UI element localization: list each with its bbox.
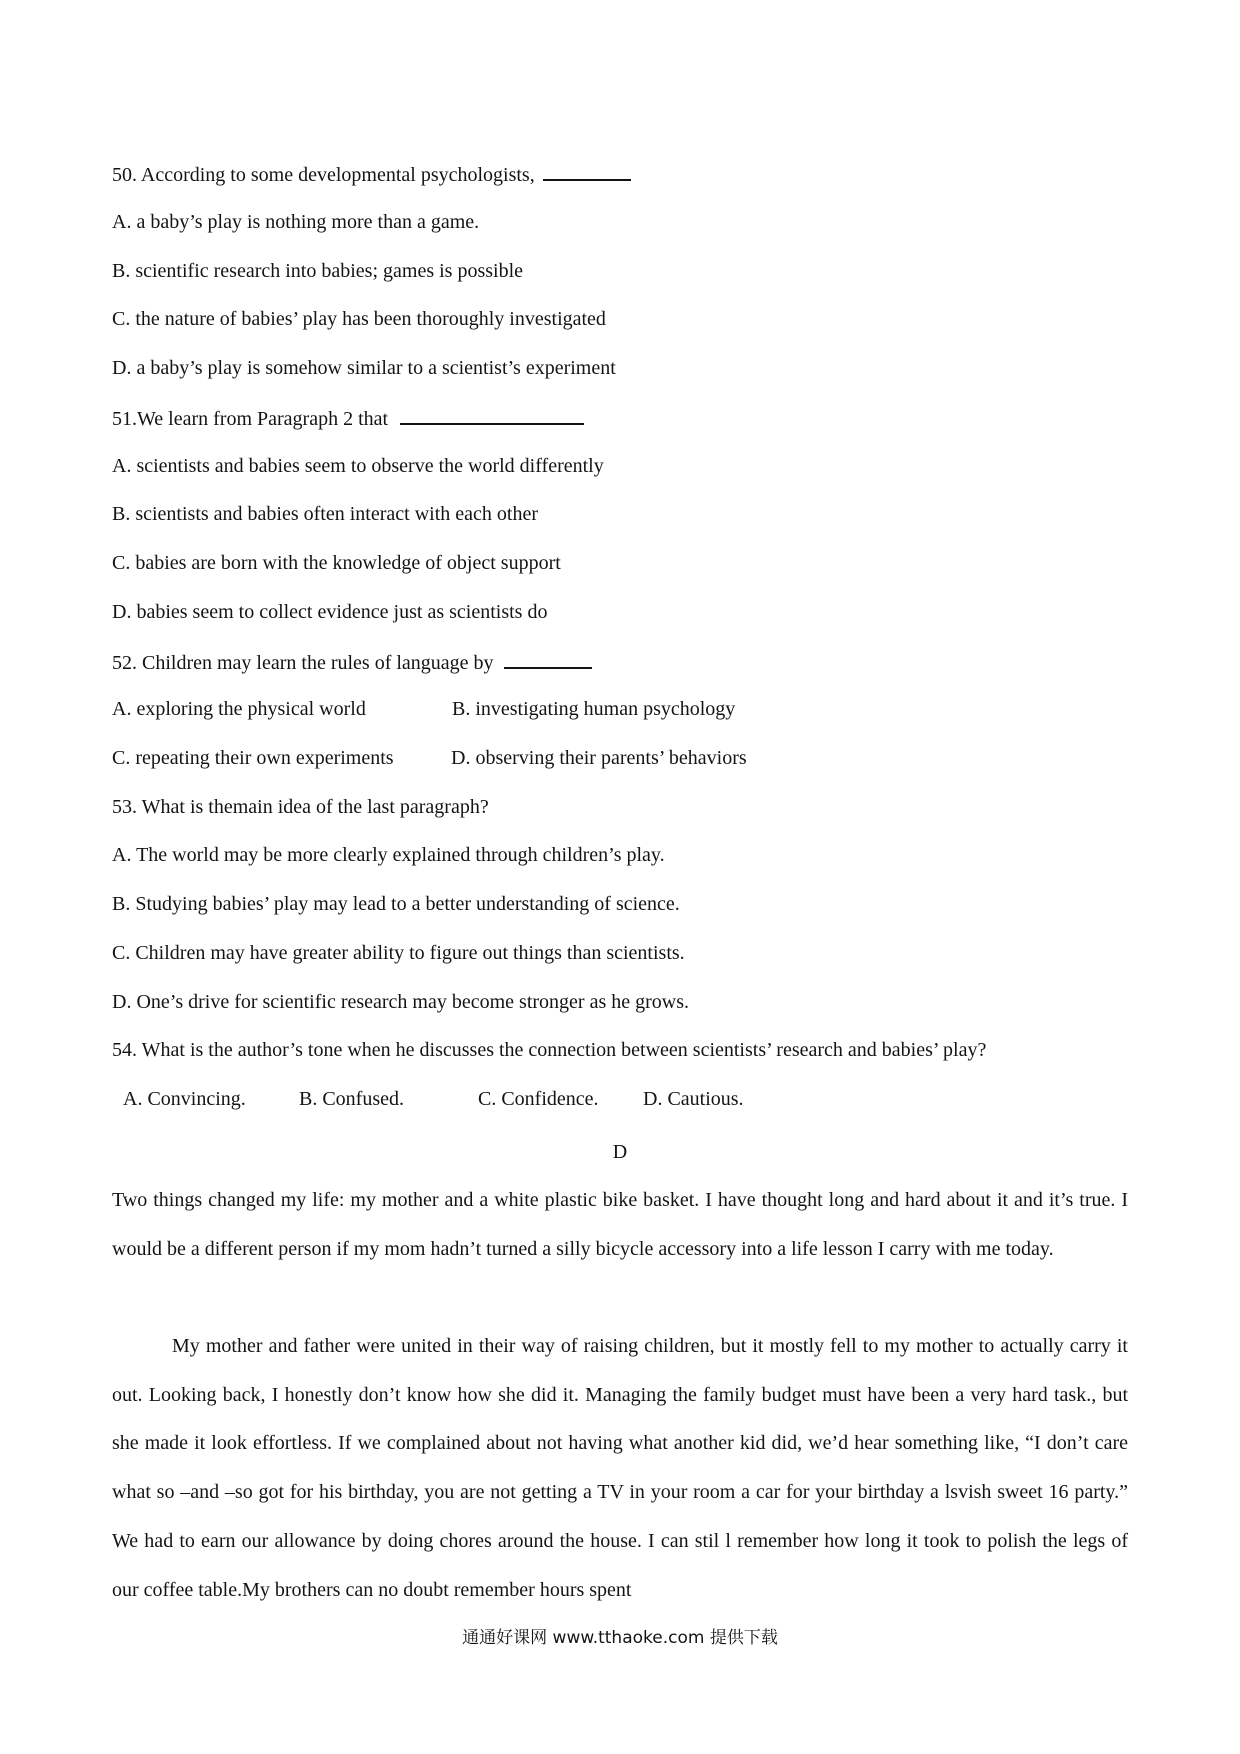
question-53-stem: 53. What is themain idea of the last paragraph? xyxy=(112,796,489,818)
passage-paragraph-1: Two things changed my life: my mother and a white plastic bike basket. I have thought long and hard about it and it’s true. I would be a different person if my mom hadn’t turned a silly bicycle accessory into a life lesson I carry with me today. xyxy=(112,1189,1128,1260)
question-54-option-b: B. Confused. xyxy=(299,1088,404,1110)
question-52-option-a: A. exploring the physical world xyxy=(112,698,366,720)
question-53-option-c: C. Children may have greater ability to figure out things than scientists. xyxy=(112,942,685,964)
passage-paragraph-2: My mother and father were united in their way of raising children, but it mostly fell to my mother to actually carry it out. Looking back, I honestly don’t know how she did it. Managing the family budget must have been a very hard task., but she made it look effortless. If we complained about not having what another kid did, we’d hear something like, “I don’t care what so –and –so got for his birthday, you are not getting a TV in your room a car for your birthday a lsvish sweet 16 party.” We had to earn our allowance by doing chores around the house. I can stil l remember how long it took to polish the legs of our coffee table.My brothers can no doubt remember hours spent xyxy=(112,1335,1128,1601)
question-53-option-a: A. The world may be more clearly explained through children’s play. xyxy=(112,844,665,866)
question-52-stem: 52. Children may learn the rules of language by xyxy=(112,649,592,673)
question-53-option-d: D. One’s drive for scientific research may become stronger as he grows. xyxy=(112,991,690,1013)
question-51-option-c: C. babies are born with the knowledge of object support xyxy=(112,552,561,574)
question-50-option-a: A. a baby’s play is nothing more than a game. xyxy=(112,211,480,233)
question-50-option-d: D. a baby’s play is somehow similar to a scientist’s experiment xyxy=(112,357,616,379)
question-54-option-d: D. Cautious. xyxy=(643,1088,744,1110)
question-52-option-b: B. investigating human psychology xyxy=(452,698,736,720)
question-51-stem: 51.We learn from Paragraph 2 that xyxy=(112,405,584,429)
answer-blank xyxy=(504,649,592,669)
question-54-stem: 54. What is the author’s tone when he discusses the connection between scientists’ research and babies’ play? xyxy=(112,1039,987,1061)
question-52-option-c: C. repeating their own experiments xyxy=(112,747,394,769)
question-51-option-d: D. babies seem to collect evidence just as scientists do xyxy=(112,601,548,623)
question-52-option-d: D. observing their parents’ behaviors xyxy=(451,747,747,769)
question-53-option-b: B. Studying babies’ play may lead to a better understanding of science. xyxy=(112,893,680,915)
question-51-option-a: A. scientists and babies seem to observe the world differently xyxy=(112,455,604,477)
section-heading: D xyxy=(612,1141,628,1163)
page-footer: 通通好课网 www.tthaoke.com 提供下载 xyxy=(462,1628,778,1648)
question-50-stem: 50. According to some developmental psychologists, xyxy=(112,161,631,185)
answer-blank xyxy=(400,405,584,425)
question-54-option-a: A. Convincing. xyxy=(123,1088,246,1110)
question-50-option-c: C. the nature of babies’ play has been thoroughly investigated xyxy=(112,308,606,330)
question-51-option-b: B. scientists and babies often interact with each other xyxy=(112,503,538,525)
answer-blank xyxy=(543,161,631,181)
question-54-option-c: C. Confidence. xyxy=(478,1088,599,1110)
question-50-option-b: B. scientific research into babies; games is possible xyxy=(112,260,524,282)
